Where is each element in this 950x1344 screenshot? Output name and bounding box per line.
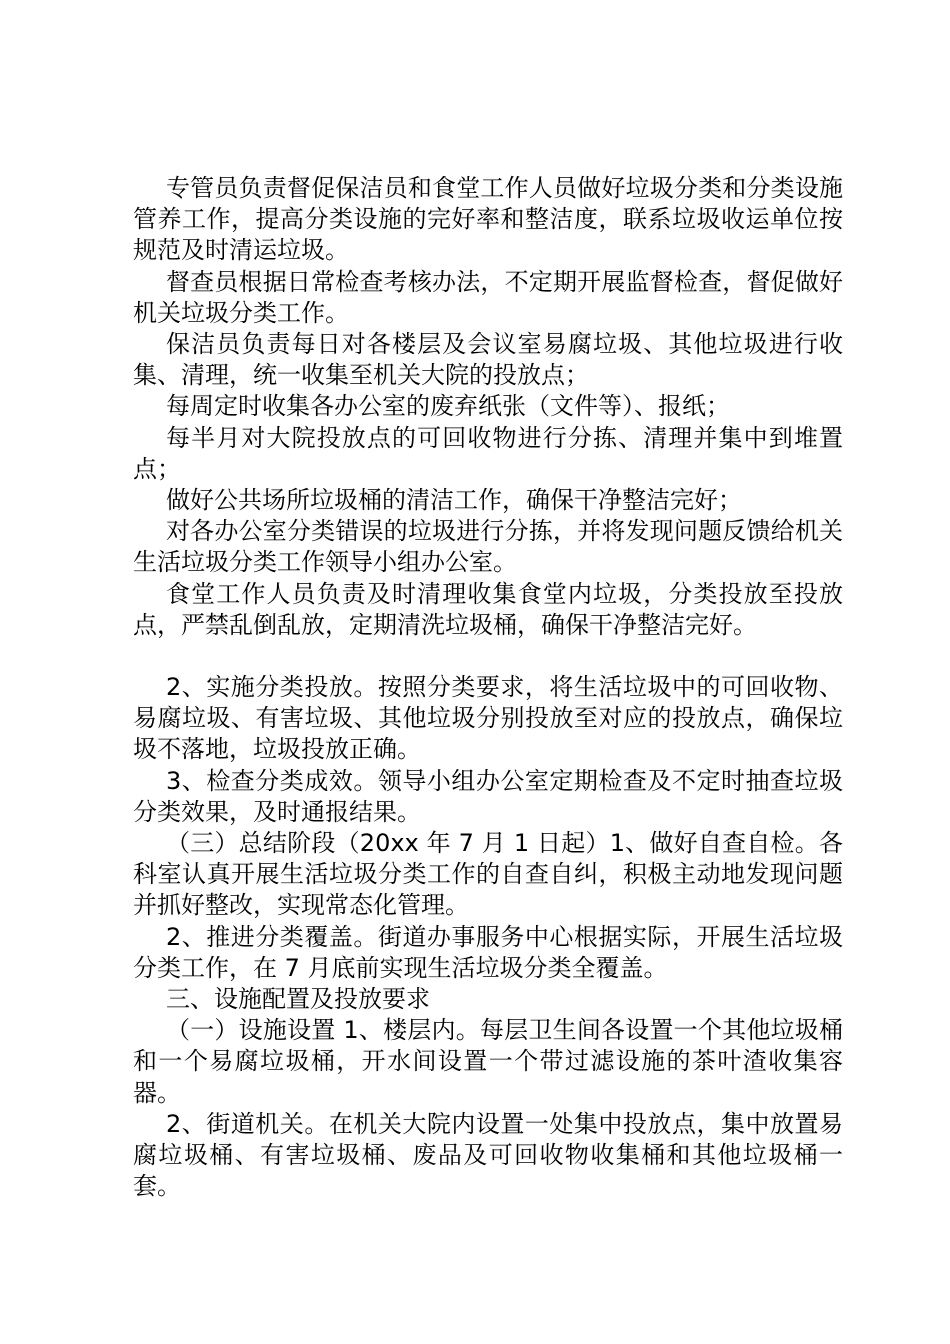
paragraph-supervisor-duties: 专管员负责督促保洁员和食堂工作人员做好垃圾分类和分类设施管养工作，提高分类设施的完好率和整洁度，联系垃圾收运单位按规范及时清运垃圾。	[133, 174, 843, 265]
paragraph-coverage: 2、推进分类覆盖。街道办事服务中心根据实际，开展生活垃圾分类工作，在 7 月底前实现生活垃圾分类全覆盖。	[133, 922, 843, 982]
paragraph-sorted-disposal: 2、实施分类投放。按照分类要求，将生活垃圾中的可回收物、易腐垃圾、有害垃圾、其他垃圾分别投放至对应的投放点，确保垃圾不落地，垃圾投放正确。	[133, 673, 843, 764]
paragraph-check-results: 3、检查分类成效。领导小组办公室定期检查及不定时抽查垃圾分类效果，及时通报结果。	[133, 766, 843, 826]
paragraph-gap	[133, 641, 843, 672]
paragraph-facility-floors: （一）设施设置 1、楼层内。每层卫生间各设置一个其他垃圾桶和一个易腐垃圾桶，开水间设置一个带过滤设施的茶叶渣收集容器。	[133, 1016, 843, 1107]
document-page	[133, 173, 843, 1203]
paragraph-public-bins: 做好公共场所垃圾桶的清洁工作，确保干净整洁完好；	[166, 486, 742, 515]
paragraph-inspector-duties: 督查员根据日常检查考核办法，不定期开展监督检查，督促做好机关垃圾分类工作。	[133, 267, 843, 327]
paragraph-sorting-errors: 对各办公室分类错误的垃圾进行分拣，并将发现问题反馈给机关生活垃圾分类工作领导小组办公室。	[133, 517, 843, 577]
paragraph-cleaner-weekly: 每周定时收集各办公室的废弃纸张（文件等）、报纸；	[166, 392, 730, 421]
paragraph-facility-compound: 2、街道机关。在机关大院内设置一处集中投放点，集中放置易腐垃圾桶、有害垃圾桶、废品及可回收物收集桶和其他垃圾桶一套。	[133, 1109, 843, 1201]
paragraph-summary-stage: （三）总结阶段（20xx 年 7 月 1 日起）1、做好自查自检。各科室认真开展生活垃圾分类工作的自查自纠，积极主动地发现问题并抓好整改，实现常态化管理。	[133, 829, 843, 920]
paragraph-canteen-staff: 食堂工作人员负责及时清理收集食堂内垃圾，分类投放至投放点，严禁乱倒乱放，定期清洗垃圾桶，确保干净整洁完好。	[133, 579, 843, 639]
paragraph-cleaner-halfmonth: 每半月对大院投放点的可回收物进行分拣、清理并集中到堆置点；	[133, 423, 843, 483]
section-heading-facilities: 三、设施配置及投放要求	[166, 985, 430, 1014]
paragraph-cleaner-daily: 保洁员负责每日对各楼层及会议室易腐垃圾、其他垃圾进行收集、清理，统一收集至机关大院的投放点；	[133, 330, 843, 390]
